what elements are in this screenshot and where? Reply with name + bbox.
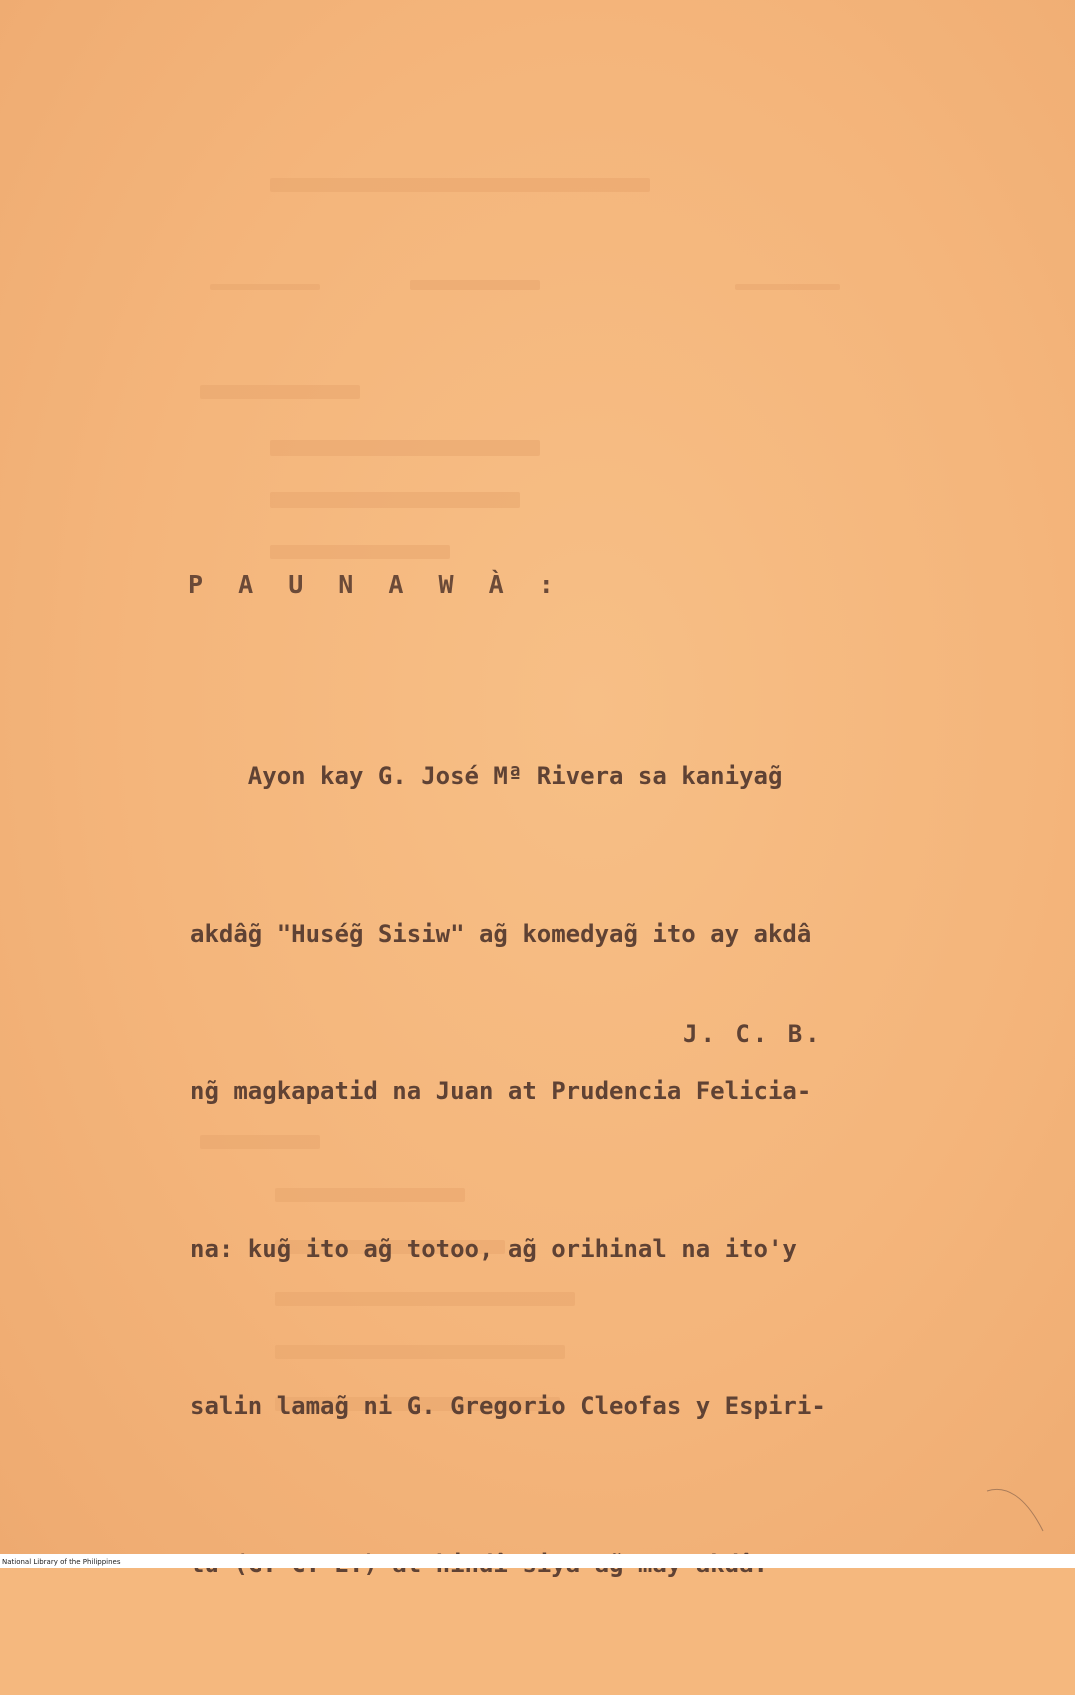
paragraph-line: ng̃ magkapatid na Juan at Prudencia Felicia- — [190, 1077, 812, 1105]
notice-paragraph — [190, 645, 910, 1695]
author-initials: J. C. B. — [683, 1020, 823, 1048]
bleed-through-mark — [270, 440, 540, 456]
bleed-through-mark — [200, 385, 360, 399]
bleed-through-mark — [270, 545, 450, 559]
scan-footer-strip — [0, 1554, 1075, 1568]
paragraph-line: na: kug̃ ito ag̃ totoo, ag̃ orihinal na ito'y — [190, 1234, 797, 1263]
library-credit: National Library of the Philippines — [2, 1558, 121, 1566]
bleed-through-mark — [270, 178, 650, 192]
pencil-stroke-mark — [985, 1485, 1045, 1535]
bleed-through-mark — [270, 492, 520, 508]
paragraph-line: akdâg̃ "Huség̃ Sisiw" ag̃ komedyag̃ ito ay akdâ — [190, 919, 812, 948]
notice-heading: P A U N A W À : — [188, 570, 564, 599]
bleed-through-mark — [735, 284, 840, 290]
bleed-through-mark — [210, 284, 320, 290]
bleed-through-mark — [410, 280, 540, 290]
paragraph-line: Ayon kay G. José Mª Rivera sa kaniyag̃ — [190, 762, 783, 790]
paragraph-line: salin lamag̃ ni G. Gregorio Cleofas y Espiri- — [190, 1392, 826, 1420]
